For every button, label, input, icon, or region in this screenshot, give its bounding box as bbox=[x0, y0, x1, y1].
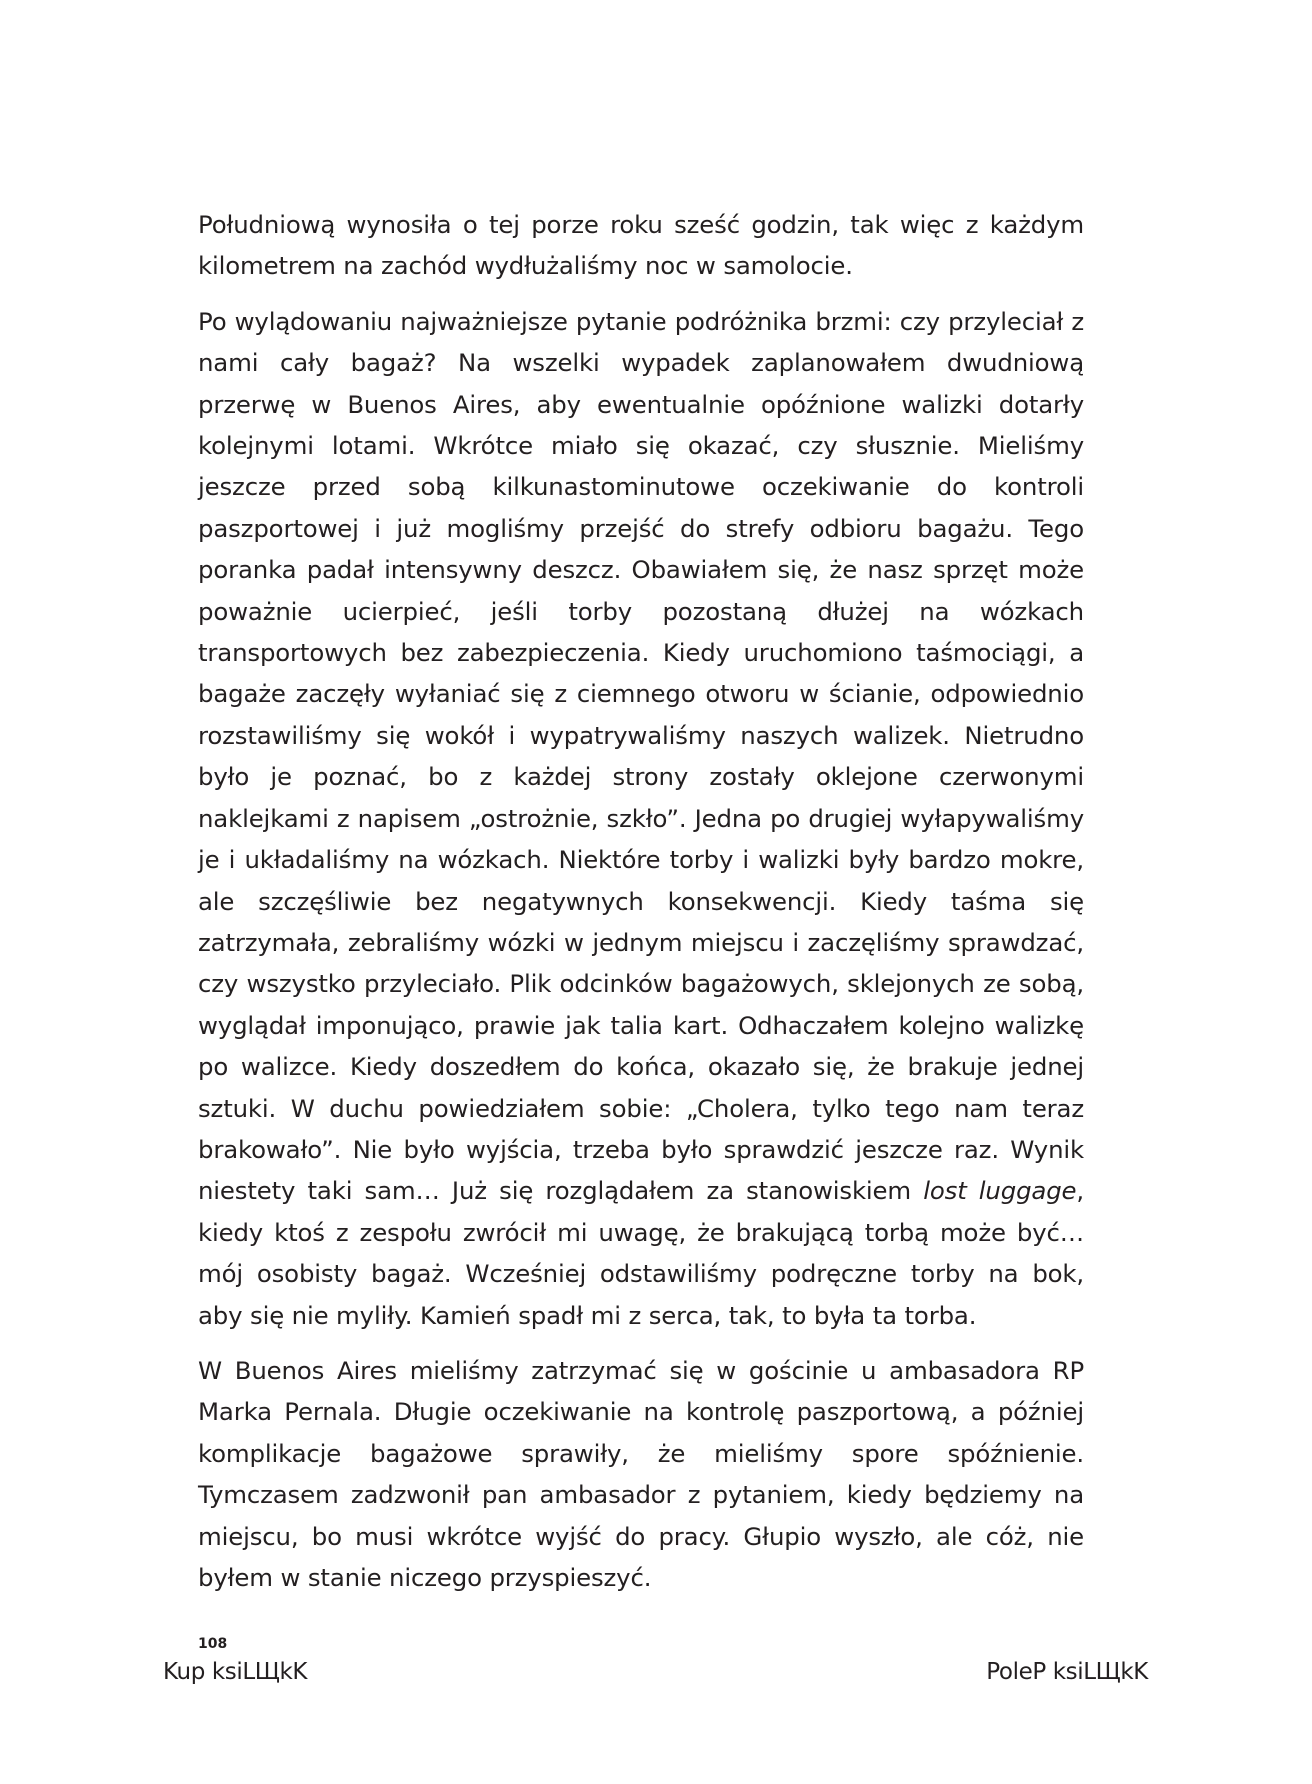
footer-right-text: PoleP ksiLЩkK bbox=[986, 1659, 1148, 1685]
paragraph-2 bbox=[198, 301, 1084, 1336]
page-body bbox=[198, 204, 1084, 1598]
paragraph-2-after: , kiedy ktoś z zespołu zwrócił mi uwagę, że brakującą torbą może być… mój osobisty bagaż. Wcześniej odstawiliśmy podręczne torby na bok, aby się nie myliły. Kamień spadł mi z serca, tak, to była ta torba. bbox=[198, 1176, 1084, 1330]
footer-left-text: Kup ksiLЩkK bbox=[163, 1659, 308, 1685]
page-number: 108 bbox=[198, 1636, 228, 1652]
paragraph-3 bbox=[198, 1350, 1084, 1598]
paragraph-3-text: W Buenos Aires mieliśmy zatrzymać się w gościnie u ambasadora RP Marka Pernala. Długie oczekiwanie na kontrolę paszportową, a później komplikacje bagażowe sprawiły, że mieliśmy spore spóźnienie. Tymczasem zadzwonił pan ambasador z pytaniem, kiedy będziemy na miejscu, bo musi wkrótce wyjść do pracy. Głupio wyszło, ale cóż, nie byłem w stanie niczego przyspieszyć. bbox=[198, 1355, 1084, 1592]
paragraph-1-text: Południową wynosiła o tej porze roku sześć godzin, tak więc z każdym kilometrem na zachód wydłużaliśmy noc w samolocie. bbox=[198, 210, 1084, 281]
paragraph-2-emphasis: lost luggage bbox=[923, 1176, 1077, 1206]
paragraph-1 bbox=[198, 204, 1084, 287]
paragraph-2-text: Po wylądowaniu najważniejsze pytanie podróżnika brzmi: czy przyleciał z nami cały bagaż? Na wszelki wypadek zaplanowałem dwudniową przerwę w Buenos Aires, aby ewentualnie opóźnione walizki dotarły kolejnymi lotami. Wkrótce miało się okazać, czy słusznie. Mieliśmy jeszcze przed sobą kilkunastominutowe oczekiwanie do kontroli paszportowej i już mogliśmy przejść do strefy odbioru bagażu. Tego poranka padał intensywny deszcz. Obawiałem się, że nasz sprzęt może poważnie ucierpieć, jeśli torby pozostaną dłużej na wózkach transportowych bez zabezpieczenia. Kiedy uruchomiono taśmociągi, a bagaże zaczęły wyłaniać się z ciemnego otworu w ścianie, odpowiednio rozstawiliśmy się wokół i wypatrywaliśmy naszych walizek. Nietrudno było je poznać, bo z każdej strony zostały oklejone czerwonymi naklejkami z napisem „ostrożnie, szkło”. Jedna po drugiej wyłapywaliśmy je i układaliśmy na wózkach. Niektóre torby i walizki były bardzo mokre, ale szczęśliwie bez negatywnych konsekwencji. Kiedy taśma się zatrzymała, zebraliśmy wózki w jednym miejscu i zaczęliśmy sprawdzać, czy wszystko przyleciało. Plik odcinków bagażowych, sklejonych ze sobą, wyglądał imponująco, prawie jak talia kart. Odhaczałem kolejno walizkę po walizce. Kiedy doszedłem do końca, okazało się, że brakuje jednej sztuki. W duchu powiedziałem sobie: „Cholera, tylko tego nam teraz brakowało”. Nie było wyjścia, trzeba było sprawdzić jeszcze raz. Wynik niestety taki sam… Już się rozglądałem za stanowiskiem bbox=[198, 306, 1084, 1206]
